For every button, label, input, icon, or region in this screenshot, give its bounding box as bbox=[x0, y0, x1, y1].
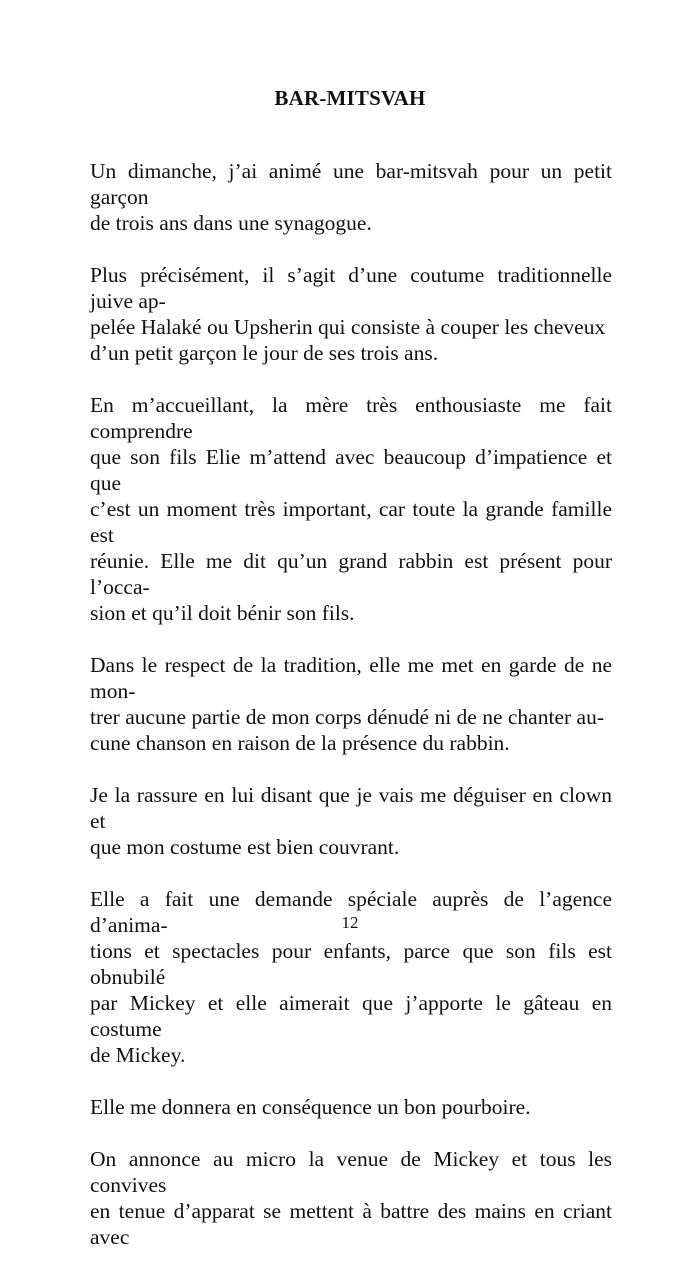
paragraph: Je la rassure en lui disant que je vais me déguiser en clown et que mon costume est bien couvrant. bbox=[90, 783, 612, 859]
paragraph: En m’accueillant, la mère très enthousiaste me fait comprendre que son fils Elie m’attend avec beaucoup d’impatience et que c’est un moment très important, car toute la grande famille est réunie. Elle me dit qu’un grand rabbin est présent pour l’occa- sion et qu’il doit bénir son fils. bbox=[90, 393, 612, 625]
paragraph: Elle a fait une demande spéciale auprès de l’agence d’anima- tions et spectacles pour enfants, parce que son fils est obnubilé par Mickey et elle aimerait que j’apporte le gâteau en costume de Mickey. bbox=[90, 887, 612, 1067]
chapter-title: BAR-MITSVAH bbox=[274, 86, 426, 110]
paragraph: Plus précisément, il s’agit d’une coutume traditionnelle juive ap- pelée Halaké ou Upsherin qui consiste à couper les cheveux d’un petit garçon le jour de ses trois ans. bbox=[90, 263, 612, 365]
page-number: 12 bbox=[341, 913, 359, 932]
paragraph: On annonce au micro la venue de Mickey et tous les convives en tenue d’apparat se mettent à battre des mains en criant avec bbox=[90, 1147, 612, 1249]
paragraph: Un dimanche, j’ai animé une bar-mitsvah pour un petit garçon de trois ans dans une synagogue. bbox=[90, 159, 612, 235]
paragraph: Elle me donnera en conséquence un bon pourboire. bbox=[90, 1095, 531, 1119]
body-text bbox=[90, 158, 612, 1276]
paragraph: Dans le respect de la tradition, elle me met en garde de ne mon- trer aucune partie de mon corps dénudé ni de ne chanter au- cune chanson en raison de la présence du rabbin. bbox=[90, 653, 612, 755]
